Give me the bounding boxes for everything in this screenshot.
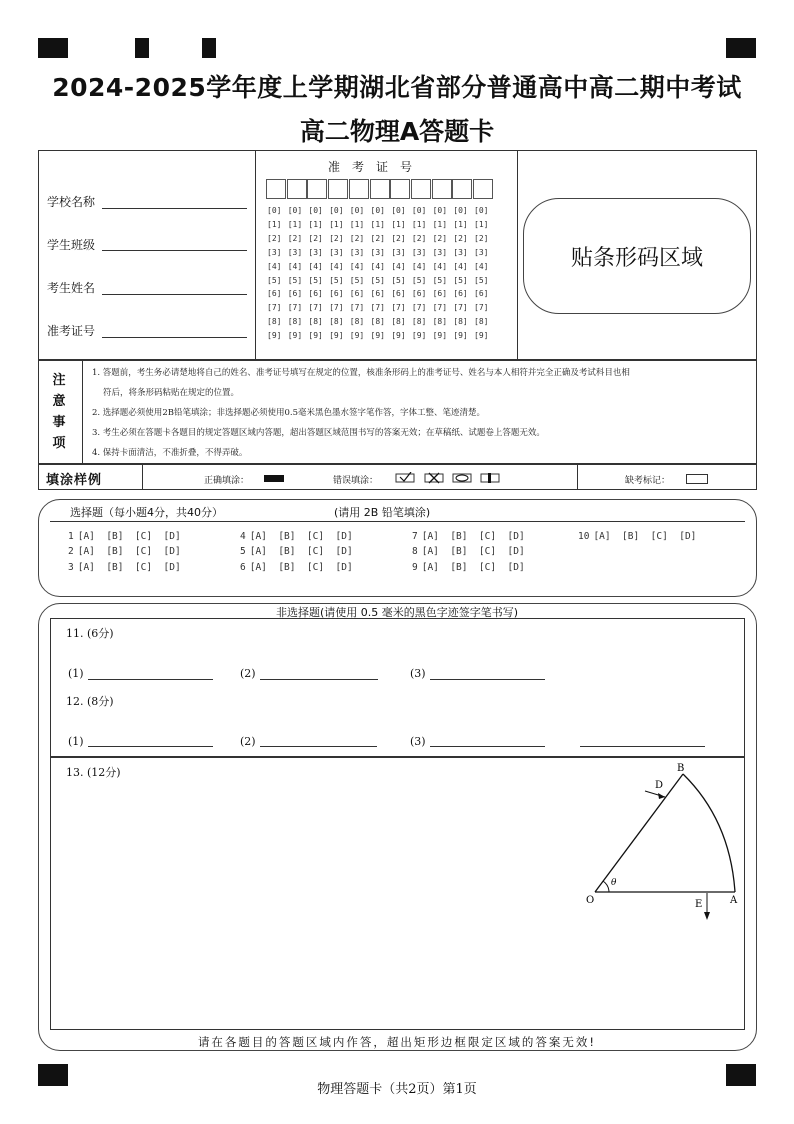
exam-number-bubble[interactable]: [7]: [308, 303, 323, 313]
exam-number-bubble[interactable]: [5]: [329, 275, 344, 285]
fill-sample-title: 填涂样例: [46, 473, 103, 488]
angle-arc: [603, 881, 609, 892]
q13-diagram: [580, 760, 750, 930]
note-1: 1. 答题前，考生务必请楚地将自己的姓名、准考证号填写在规定的位置，核准条形码上的准考证号、姓名与本人相符并完全正确及考试科目也相: [92, 368, 630, 378]
line-ob: [595, 774, 683, 892]
note-4: 4. 保持卡面清洁，不准折叠，不得弄破。: [92, 448, 248, 458]
exam-number-bubble[interactable]: [5]: [391, 275, 406, 285]
choice-item[interactable]: [240, 531, 353, 542]
exam-number-bubble[interactable]: [8]: [474, 317, 489, 327]
choice-number: 6: [240, 562, 246, 573]
exam-number-bubble[interactable]: [9]: [267, 331, 282, 341]
exam-number-bubble[interactable]: [0]: [474, 206, 489, 215]
choice-options[interactable]: [A] [B] [C] [D]: [421, 531, 525, 542]
choice-number: 8: [412, 546, 418, 557]
exam-number-bubble[interactable]: [6]: [349, 289, 365, 299]
exam-number-bubble[interactable]: [7]: [411, 303, 427, 313]
q11-blank-2-line[interactable]: [260, 679, 378, 680]
q12-label: 12. (8分): [66, 695, 114, 708]
exam-number-bubble[interactable]: [8]: [391, 317, 406, 327]
exam-number-bubble[interactable]: [5]: [287, 275, 303, 285]
exam-number-bubble[interactable]: [2]: [411, 233, 427, 243]
exam-number-bubble[interactable]: [7]: [474, 303, 489, 313]
exam-number-bubble[interactable]: [0]: [308, 206, 323, 215]
q12-blank-1: (1): [68, 735, 84, 748]
exam-number-bubble[interactable]: [2]: [349, 233, 365, 243]
exam-number-bubble[interactable]: [9]: [308, 331, 323, 341]
correct-fill-sample: [264, 475, 284, 482]
exam-number-bubble[interactable]: [6]: [432, 289, 448, 299]
school-label: 学校名称: [47, 195, 96, 209]
exam-number-bubble[interactable]: [5]: [308, 275, 323, 285]
choice-options[interactable]: [A] [B] [C] [D]: [249, 531, 353, 542]
page-title: 2024-2025学年度上学期湖北省部分普通高中高二期中考试: [52, 73, 742, 102]
q11-blank-3-line[interactable]: [430, 679, 545, 680]
exam-number-bubble[interactable]: [6]: [370, 289, 385, 299]
choice-options[interactable]: [A] [B] [C] [D]: [249, 562, 353, 573]
divider: [142, 464, 143, 490]
exam-number-bubble[interactable]: [4]: [267, 261, 282, 271]
q11-blank-3: (3): [410, 667, 426, 680]
exam-number-bubble[interactable]: [5]: [474, 275, 489, 285]
exam-number-bubble[interactable]: [2]: [308, 233, 323, 243]
exam-number-bubble[interactable]: [7]: [267, 303, 282, 313]
exam-number-bubble[interactable]: [3]: [411, 247, 427, 257]
exam-number-bubble[interactable]: [4]: [287, 261, 303, 271]
divider: [517, 150, 518, 360]
exam-number-bubble[interactable]: [3]: [349, 247, 365, 257]
exam-number-bubble[interactable]: [4]: [349, 261, 365, 271]
class-field[interactable]: [102, 250, 247, 251]
registration-mark: [726, 38, 756, 58]
exam-number-bubble[interactable]: [1]: [411, 219, 427, 229]
exam-number-bubble[interactable]: [8]: [370, 317, 385, 327]
exam-number-bubble[interactable]: [2]: [287, 233, 303, 243]
exam-number-bubble[interactable]: [9]: [432, 331, 448, 341]
registration-mark: [135, 38, 149, 58]
note-3: 3. 考生必须在答题卡各题目的规定答题区域内答题，超出答题区域范围书写的答案无效；在草稿纸、试题卷上答题无效。: [92, 428, 545, 438]
exam-number-bubble[interactable]: [9]: [370, 331, 385, 341]
q11-label: 11. (6分): [66, 627, 114, 640]
page-info: 物理答题卡（共2页）第1页: [317, 1082, 477, 1097]
exam-number-bubble[interactable]: [0]: [267, 206, 282, 215]
exam-number-bubble[interactable]: [8]: [329, 317, 344, 327]
exam-number-bubble[interactable]: [8]: [308, 317, 323, 327]
exam-number-bubble[interactable]: [1]: [453, 219, 468, 229]
exam-number-bubble[interactable]: [7]: [453, 303, 468, 313]
choice-item[interactable]: [68, 562, 181, 573]
divider: [255, 150, 256, 360]
choice-title-divider: [50, 521, 745, 522]
q13-label: 13. (12分): [66, 766, 121, 779]
exam-number-cell[interactable]: [473, 179, 493, 199]
school-field[interactable]: [102, 208, 247, 209]
exam-number-bubble[interactable]: [7]: [349, 303, 365, 313]
choice-item[interactable]: [68, 546, 181, 557]
absent-mark-box[interactable]: [686, 474, 708, 484]
exam-number-bubble[interactable]: [2]: [432, 233, 448, 243]
wrong-fill-samples: [395, 472, 505, 485]
exam-number-bubble[interactable]: [3]: [391, 247, 406, 257]
exam-number-bubble[interactable]: [8]: [267, 317, 282, 327]
exam-number-bubble[interactable]: [5]: [432, 275, 448, 285]
q11-q12-area[interactable]: [50, 618, 745, 757]
choice-item[interactable]: [412, 546, 525, 557]
exam-number-bubble[interactable]: [4]: [370, 261, 385, 271]
name-field[interactable]: [102, 294, 247, 295]
q12-blank-3: (3): [410, 735, 426, 748]
exam-number-bubble[interactable]: [0]: [349, 206, 365, 215]
exam-number-bubble[interactable]: [2]: [391, 233, 406, 243]
q12-blank-4-line[interactable]: [580, 746, 705, 747]
arc-ab: [683, 774, 735, 892]
note-2: 2. 选择题必须使用2B铅笔填涂；非选择题必须使用0.5毫米黑色墨水签字笔作答，字体工整、笔迹清楚。: [92, 408, 485, 418]
exam-number-title: 准考证号: [328, 160, 425, 174]
page-subtitle: 高二物理A答题卡: [299, 117, 495, 146]
exam-number-bubble[interactable]: [4]: [308, 261, 323, 271]
exam-number-bubble[interactable]: [6]: [329, 289, 344, 299]
choice-item[interactable]: [412, 562, 525, 573]
registration-mark: [38, 38, 68, 58]
nonchoice-title: 非选择题(请使用 0.5 毫米的黑色字迹签字笔书写): [275, 606, 519, 619]
choice-options[interactable]: [A] [B] [C] [D]: [77, 531, 181, 542]
q12-blank-1-line[interactable]: [88, 746, 213, 747]
exam-number-bubble[interactable]: [6]: [391, 289, 406, 299]
exam-number-bubble[interactable]: [6]: [267, 289, 282, 299]
label-e: E: [695, 899, 703, 910]
exam-number-bubble[interactable]: [1]: [474, 219, 489, 229]
exam-number-bubble[interactable]: [7]: [370, 303, 385, 313]
choice-number: 4: [240, 531, 246, 542]
exam-number-bubble[interactable]: [7]: [287, 303, 303, 313]
exam-number-bubble[interactable]: [1]: [308, 219, 323, 229]
exam-number-cell[interactable]: [287, 179, 307, 199]
exam-number-bubble[interactable]: [4]: [432, 261, 448, 271]
choice-options[interactable]: [A] [B] [C] [D]: [77, 546, 181, 557]
exam-number-bubble[interactable]: [8]: [287, 317, 303, 327]
exam-number-bubble[interactable]: [3]: [453, 247, 468, 257]
exam-number-cell[interactable]: [328, 179, 348, 199]
exam-no-field[interactable]: [102, 337, 247, 338]
q12-blank-2-line[interactable]: [260, 746, 377, 747]
exam-number-cell[interactable]: [349, 179, 369, 199]
exam-number-bubble[interactable]: [4]: [391, 261, 406, 271]
exam-number-bubble[interactable]: [3]: [308, 247, 323, 257]
label-a: A: [730, 895, 738, 906]
exam-number-bubble[interactable]: [7]: [391, 303, 406, 313]
exam-number-bubble[interactable]: [9]: [474, 331, 489, 341]
exam-no-label: 准考证号: [47, 324, 96, 338]
exam-number-bubble[interactable]: [9]: [391, 331, 406, 341]
divider: [577, 464, 578, 490]
choice-item[interactable]: [578, 531, 696, 542]
exam-number-bubble[interactable]: [8]: [349, 317, 365, 327]
exam-number-bubble[interactable]: [3]: [267, 247, 282, 257]
exam-number-bubble[interactable]: [0]: [391, 206, 406, 215]
exam-number-bubble[interactable]: [5]: [370, 275, 385, 285]
exam-number-bubble[interactable]: [8]: [432, 317, 448, 327]
exam-number-bubble[interactable]: [2]: [329, 233, 344, 243]
exam-number-cell[interactable]: [266, 179, 286, 199]
exam-number-bubble[interactable]: [1]: [287, 219, 303, 229]
label-theta: θ: [611, 878, 617, 888]
q11-blank-2: (2): [240, 667, 256, 680]
exam-number-bubble[interactable]: [6]: [308, 289, 323, 299]
choice-options[interactable]: [A] [B] [C] [D]: [421, 562, 525, 573]
exam-number-bubble[interactable]: [0]: [411, 206, 427, 215]
exam-number-cell[interactable]: [307, 179, 327, 199]
barcode-area: [523, 198, 751, 314]
exam-number-cell[interactable]: [390, 179, 410, 199]
exam-number-bubble[interactable]: [2]: [267, 233, 282, 243]
arrow-d-head: [658, 793, 665, 799]
choice-number: 9: [412, 562, 418, 573]
choice-title: 选择题（每小题4分，共40分）: [70, 506, 223, 519]
label-d: D: [655, 780, 664, 791]
choice-number: 10: [578, 531, 590, 542]
choice-instruction: (请用 2B 铅笔填涂): [334, 506, 431, 519]
exam-number-cell[interactable]: [432, 179, 452, 199]
label-o: O: [586, 895, 595, 906]
exam-number-bubble[interactable]: [5]: [267, 275, 282, 285]
choice-item[interactable]: [68, 531, 181, 542]
choice-item[interactable]: [240, 546, 353, 557]
exam-number-bubble[interactable]: [9]: [349, 331, 365, 341]
exam-number-bubble[interactable]: [0]: [329, 206, 344, 215]
exam-number-bubble[interactable]: [1]: [267, 219, 282, 229]
exam-number-bubble[interactable]: [2]: [453, 233, 468, 243]
arrow-e-head: [704, 912, 710, 920]
exam-number-bubble[interactable]: [9]: [287, 331, 303, 341]
notes-title: 注意事项: [52, 373, 66, 451]
exam-number-bubble[interactable]: [9]: [411, 331, 427, 341]
q11-blank-1: (1): [68, 667, 84, 680]
choice-number: 3: [68, 562, 74, 573]
choice-number: 7: [412, 531, 418, 542]
exam-number-bubble[interactable]: [2]: [474, 233, 489, 243]
exam-number-bubble[interactable]: [9]: [329, 331, 344, 341]
choice-number: 5: [240, 546, 246, 557]
exam-number-bubble[interactable]: [4]: [474, 261, 489, 271]
exam-number-bubble[interactable]: [5]: [453, 275, 468, 285]
label-b: B: [677, 763, 685, 774]
exam-number-bubble[interactable]: [6]: [453, 289, 468, 299]
exam-number-bubble[interactable]: [0]: [453, 206, 468, 215]
exam-number-cell[interactable]: [411, 179, 431, 199]
q12-blank-2: (2): [240, 735, 256, 748]
exam-number-bubble[interactable]: [8]: [411, 317, 427, 327]
exam-number-bubble[interactable]: [7]: [432, 303, 448, 313]
exam-number-bubble[interactable]: [3]: [474, 247, 489, 257]
footer-warning: 请在各题目的答题区域内作答，超出矩形边框限定区域的答案无效!: [197, 1035, 597, 1049]
choice-number: 1: [68, 531, 74, 542]
choice-options[interactable]: [A] [B] [C] [D]: [421, 546, 525, 557]
exam-number-bubble[interactable]: [4]: [411, 261, 427, 271]
choice-item[interactable]: [240, 562, 353, 573]
exam-number-bubble[interactable]: [2]: [370, 233, 385, 243]
wrong-fill-label: 错误填涂：: [333, 476, 379, 486]
exam-number-bubble[interactable]: [0]: [432, 206, 448, 215]
exam-number-bubble[interactable]: [1]: [349, 219, 365, 229]
exam-number-bubble[interactable]: [6]: [287, 289, 303, 299]
choice-options[interactable]: [A] [B] [C] [D]: [249, 546, 353, 557]
exam-number-bubble[interactable]: [9]: [453, 331, 468, 341]
registration-mark: [202, 38, 216, 58]
exam-number-bubble[interactable]: [4]: [453, 261, 468, 271]
divider: [82, 360, 83, 464]
choice-item[interactable]: [412, 531, 525, 542]
exam-number-bubble[interactable]: [1]: [329, 219, 344, 229]
barcode-label: 贴条形码区域: [570, 245, 703, 271]
choice-options[interactable]: [A] [B] [C] [D]: [77, 562, 181, 573]
exam-number-bubble[interactable]: [1]: [391, 219, 406, 229]
exam-number-bubble[interactable]: [3]: [432, 247, 448, 257]
exam-number-bubble[interactable]: [5]: [349, 275, 365, 285]
class-label: 学生班级: [47, 238, 96, 252]
exam-number-bubble[interactable]: [0]: [287, 206, 303, 215]
exam-number-bubble[interactable]: [5]: [411, 275, 427, 285]
exam-number-bubble[interactable]: [1]: [370, 219, 385, 229]
exam-number-bubble[interactable]: [0]: [370, 206, 385, 215]
exam-number-bubble[interactable]: [6]: [474, 289, 489, 299]
exam-number-cell[interactable]: [452, 179, 472, 199]
name-label: 考生姓名: [47, 281, 96, 295]
exam-number-bubble[interactable]: [7]: [329, 303, 344, 313]
note-1-cont: 符后，将条形码粘贴在规定的位置。: [103, 388, 240, 398]
absent-label: 缺考标记：: [625, 476, 671, 486]
exam-number-bubble[interactable]: [8]: [453, 317, 468, 327]
exam-number-cell[interactable]: [370, 179, 390, 199]
exam-number-bubble[interactable]: [6]: [411, 289, 427, 299]
exam-number-bubble[interactable]: [3]: [329, 247, 344, 257]
q11-blank-1-line[interactable]: [88, 679, 213, 680]
choice-options[interactable]: [A] [B] [C] [D]: [593, 531, 697, 542]
choice-number: 2: [68, 546, 74, 557]
exam-number-bubble[interactable]: [3]: [370, 247, 385, 257]
exam-number-bubble[interactable]: [3]: [287, 247, 303, 257]
correct-fill-label: 正确填涂：: [204, 476, 250, 486]
q12-blank-3-line[interactable]: [430, 746, 545, 747]
exam-number-bubble[interactable]: [1]: [432, 219, 448, 229]
exam-number-bubble[interactable]: [4]: [329, 261, 344, 271]
